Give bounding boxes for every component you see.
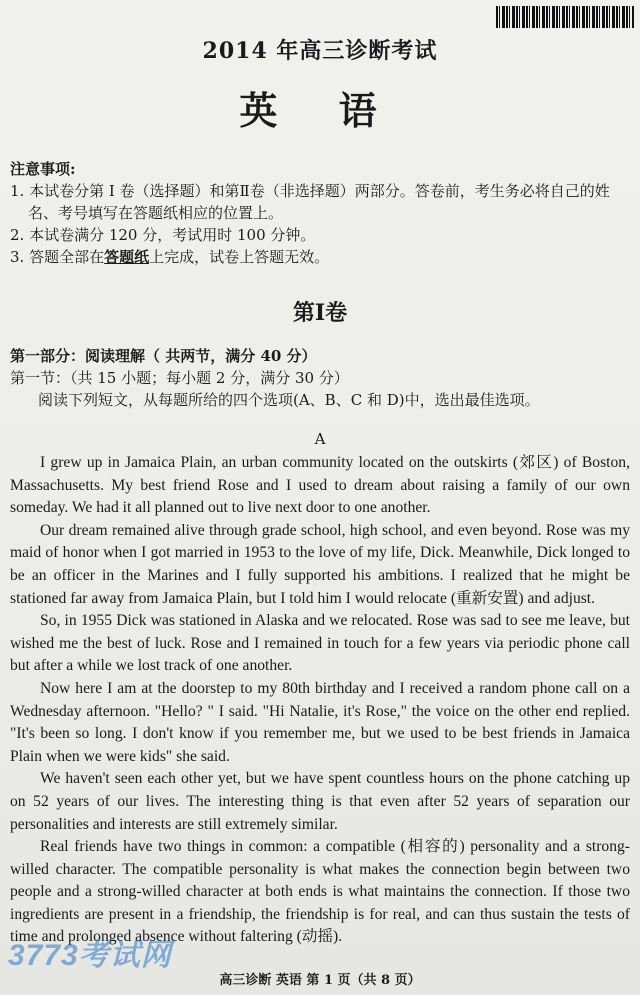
- notice-item-2: 2. 本试卷满分 120 分，考试用时 100 分钟。: [10, 226, 316, 244]
- passage-paragraph: Real friends have two things in common: a compatible (相容的) personality and a strong-willed character. The compatible personality is what makes the connection begin between two people and a strong-willed character at both ends is what maintains the connection. If those two ingredients are present in a friendship, the friendship is for real, and can thus sustain the tests of time and prolonged absence without faltering (动摇).: [10, 838, 630, 946]
- reading-instruction: 阅读下列短文，从每题所给的四个选项(A、B、C 和 D)中，选出最佳选项。: [38, 391, 540, 409]
- volume-title: 第Ⅰ卷: [292, 300, 348, 326]
- passage-paragraph: Our dream remained alive through grade school, high school, and even beyond. Rose was my maid of honor when I got married in 1953 to the love of my life, Dick. Meanwhile, Dick longed to be an officer in the Marines and I fully supported his ambitions. I realized that he might be stationed far away from Jamaica Plain, but I told him I would relocate (重新安置) and adjust.: [10, 521, 630, 607]
- notice-item-3-post: 上完成，试卷上答题无效。: [149, 248, 330, 266]
- passage-text: [10, 452, 630, 949]
- part-1-heading: 第一部分：阅读理解（ 共两节，满分 40 分）: [10, 347, 317, 365]
- passage-paragraph: We haven't seen each other yet, but we have spent countless hours on the phone catching up on 52 years of our lives. The interesting thing is that even after 52 years of separation our personalities and interests are still extremely similar.: [10, 770, 630, 833]
- notice-section: [10, 158, 630, 268]
- subject-title: 英 语: [239, 88, 401, 133]
- passage-paragraph: So, in 1955 Dick was stationed in Alaska and we relocated. Rose was sad to see me leave, but wished me the best of luck. Rose and I remained in touch for a few years via periodic phone call but after a while we lost track of one another.: [10, 612, 630, 675]
- section-1-heading: 第一节：（共 15 小题；每小题 2 分，满分 30 分）: [10, 369, 349, 387]
- passage-paragraph: I grew up in Jamaica Plain, an urban community located on the outskirts (郊区) of Boston, Massachusetts. My best friend Rose and I used to dream about raising a family of our own someday. We had it all planned out to live next door to one another.: [10, 454, 630, 517]
- site-watermark: 3773考试网: [8, 939, 172, 972]
- notice-item-1: 1. 本试卷分第 I 卷（选择题）和第Ⅱ卷（非选择题）两部分。答卷前，考生务必将自己的姓名、考号填写在答题纸相应的位置上。: [10, 182, 610, 222]
- exam-title: 2014 年高三诊断考试: [202, 38, 438, 64]
- part-section: [10, 345, 635, 411]
- barcode: [496, 6, 634, 28]
- notice-item-3-pre: 3. 答题全部在: [10, 248, 105, 266]
- answer-sheet-term: 答题纸: [104, 248, 150, 266]
- page-footer: 高三诊断 英语 第 1 页（共 8 页）: [219, 973, 421, 988]
- notice-heading: 注意事项:: [10, 160, 76, 178]
- notice-item-3: [10, 246, 630, 268]
- passage-paragraph: Now here I am at the doorstep to my 80th birthday and I received a random phone call on a Wednesday afternoon. "Hello? " I said. "Hi Natalie, it's Rose," the voice on the other end replied. "It's been so long. I don't know if you remember me, but we used to be best friends in Jamaica Plain when we were kids" she said.: [10, 679, 630, 765]
- passage-letter: A: [314, 430, 326, 448]
